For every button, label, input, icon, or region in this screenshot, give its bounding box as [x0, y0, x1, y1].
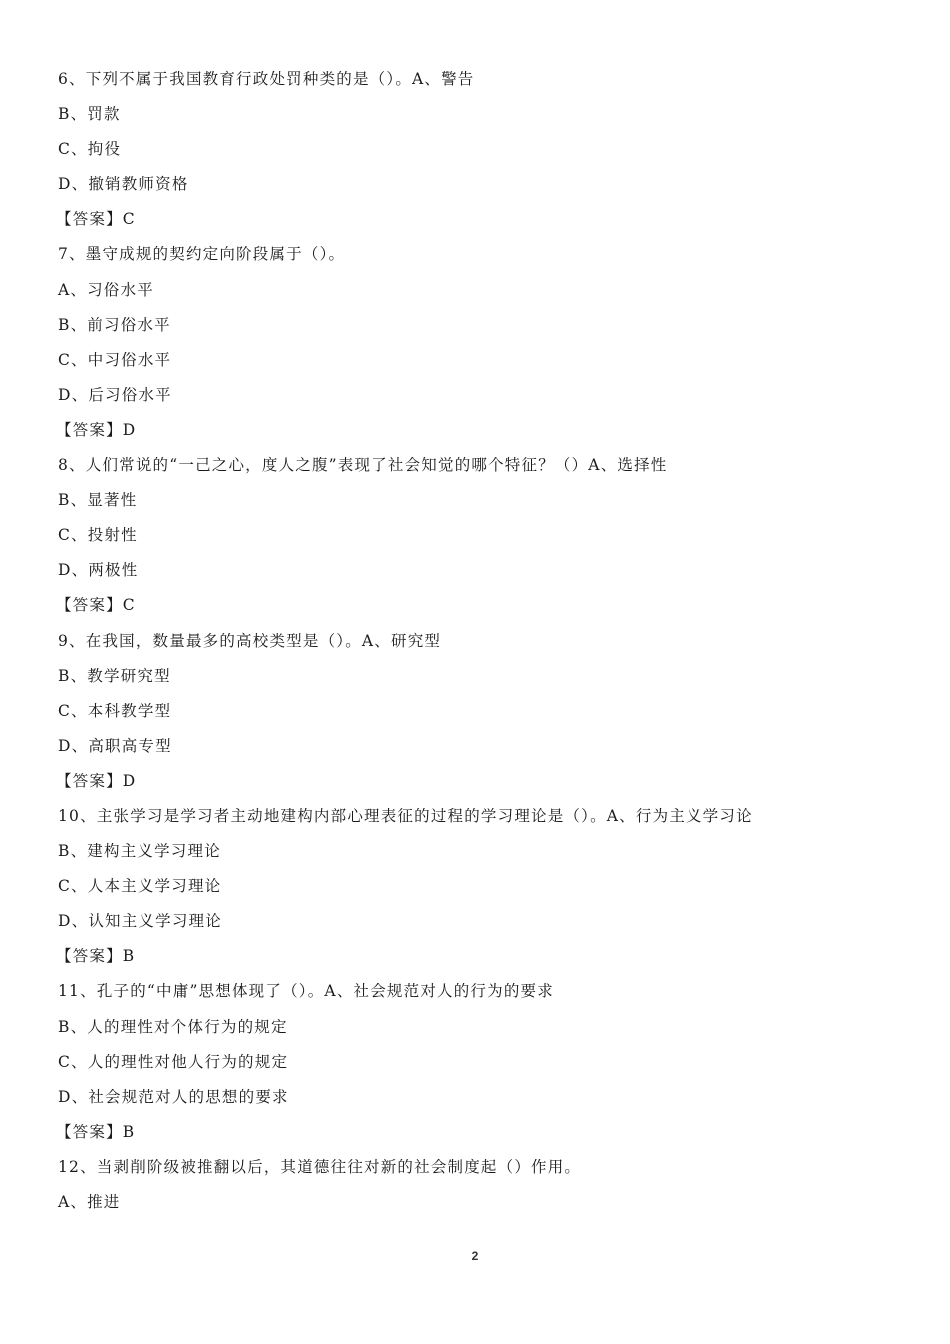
- answer-9: 【答案】D: [56, 771, 137, 790]
- option-d: D、社会规范对人的思想的要求: [58, 1087, 289, 1106]
- question-7: 7、墨守成规的契约定向阶段属于（）。: [58, 245, 346, 264]
- answer-10: 【答案】B: [56, 947, 136, 966]
- question-11: 11、孔子的“中庸”思想体现了（）。A、社会规范对人的行为的要求: [58, 982, 554, 1001]
- option-c: C、人的理性对他人行为的规定: [58, 1052, 289, 1071]
- option-a: A、推进: [58, 1193, 121, 1211]
- answer-11: 【答案】B: [56, 1122, 136, 1141]
- question-12: 12、当剥削阶级被推翻以后，其道德往往对新的社会制度起（）作用。: [58, 1157, 582, 1176]
- option-a: A、习俗水平: [58, 280, 154, 299]
- page-number: 2: [471, 1249, 479, 1263]
- answer-6: 【答案】C: [56, 210, 136, 229]
- option-c: C、投射性: [58, 526, 138, 545]
- option-c: C、人本主义学习理论: [58, 877, 222, 896]
- option-b: B、教学研究型: [58, 666, 171, 685]
- question-8: 8、人们常说的“一己之心，度人之腹”表现了社会知觉的哪个特征？（）A、选择性: [58, 456, 668, 475]
- option-b: B、罚款: [58, 105, 121, 124]
- option-d: D、认知主义学习理论: [58, 912, 222, 931]
- option-b: B、人的理性对个体行为的规定: [58, 1017, 288, 1036]
- option-d: D、后习俗水平: [58, 385, 172, 404]
- option-c: C、本科教学型: [58, 701, 172, 720]
- answer-8: 【答案】C: [56, 596, 136, 615]
- option-b: B、前习俗水平: [58, 315, 171, 334]
- option-d: D、撤销教师资格: [58, 175, 189, 194]
- option-d: D、两极性: [58, 561, 139, 580]
- answer-7: 【答案】D: [56, 420, 137, 439]
- option-d: D、高职高专型: [58, 736, 172, 755]
- question-9: 9、在我国，数量最多的高校类型是（）。A、研究型: [58, 631, 442, 650]
- question-list: [58, 62, 898, 1220]
- question-6: 6、下列不属于我国教育行政处罚种类的是（）。A、警告: [58, 70, 475, 88]
- option-b: B、建构主义学习理论: [58, 842, 221, 861]
- option-c: C、拘役: [58, 140, 122, 159]
- option-c: C、中习俗水平: [58, 350, 172, 369]
- option-b: B、显著性: [58, 491, 138, 510]
- question-10: 10、主张学习是学习者主动地建构内部心理表征的过程的学习理论是（）。A、行为主义学习论: [58, 806, 753, 825]
